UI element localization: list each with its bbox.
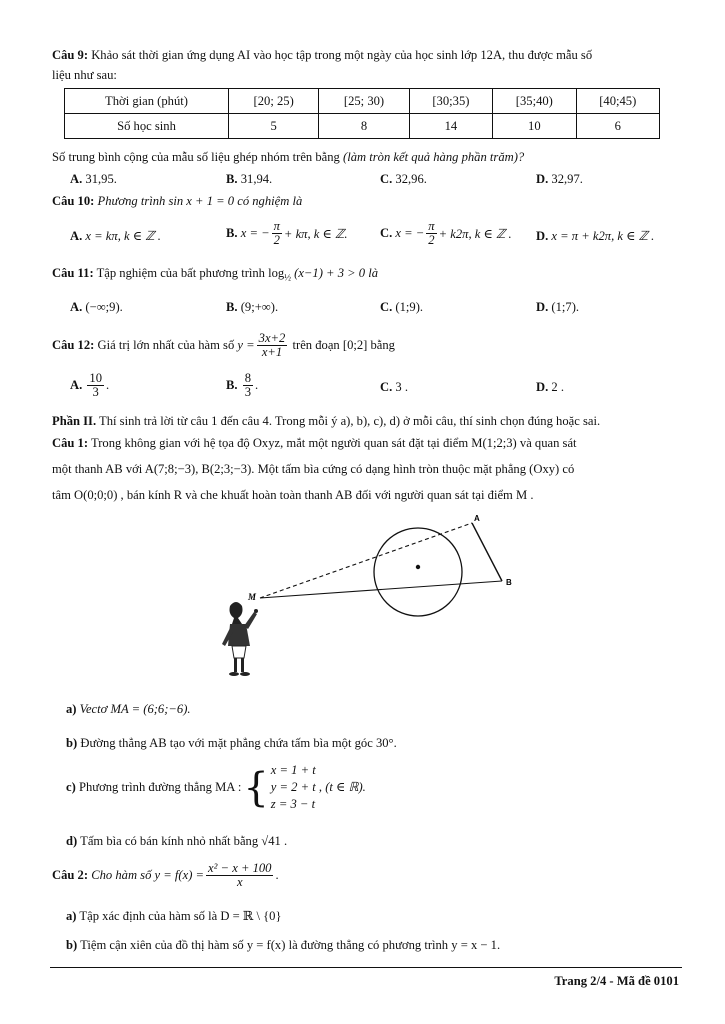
- numerator: π: [428, 219, 435, 233]
- q11-option-a[interactable]: [70, 300, 123, 315]
- numerator: π: [273, 219, 280, 233]
- option-label: A.: [70, 229, 83, 243]
- numerator: x² − x + 100: [208, 861, 272, 875]
- item-text: Đường thẳng AB tạo với mặt phẳng chứa tấm bìa một góc 30°.: [80, 736, 397, 750]
- p2q2-line: Câu 2: Cho hàm số y = f(x) = $\frac{\text{x² − x + 100}}{x}$ .: [52, 861, 279, 890]
- q11-line: [52, 266, 378, 283]
- p2q1-c: [66, 762, 366, 813]
- option-label: D.: [536, 229, 549, 243]
- q9-option-d[interactable]: [536, 172, 583, 187]
- denominator: x+1: [261, 345, 283, 360]
- option-text: 32,97.: [551, 172, 583, 186]
- p2q2-b: [66, 938, 500, 953]
- p2q1-line3: tâm O(0;0;0) , bán kính R và che khuất hoàn toàn thanh AB đối với người quan sát tại điểm M .: [52, 488, 534, 502]
- option-label: D.: [536, 172, 549, 186]
- q9-text2: liệu như sau:: [52, 68, 117, 82]
- table-cell: 14: [409, 114, 492, 139]
- option-text: (1;7).: [551, 300, 580, 314]
- table-cell: 8: [319, 114, 409, 139]
- option-text: x = π + k2π, k ∈ ℤ .: [551, 229, 655, 243]
- table-cell: [30;35): [409, 89, 492, 114]
- page-footer: Trang 2/4 - Mã đề 0101: [554, 974, 679, 988]
- option-text: (−∞;9).: [85, 300, 123, 314]
- table-cell: [40;45): [576, 89, 659, 114]
- q9-question-text: Số trung bình cộng của mẫu số liệu ghép nhóm trên bằng: [52, 150, 340, 164]
- table-cell: [35;40): [493, 89, 576, 114]
- q9-option-c[interactable]: [380, 172, 427, 187]
- item-text: Vectơ MA = (6;6;−6).: [79, 702, 191, 716]
- q10-label: Câu 10:: [52, 194, 95, 208]
- option-label: B.: [226, 378, 238, 393]
- q10-option-c[interactable]: [380, 220, 512, 247]
- denominator: 2: [428, 233, 435, 248]
- option-text: x = kπ, k ∈ ℤ .: [85, 229, 161, 243]
- part2-label: Phần II.: [52, 414, 97, 428]
- label-b: B: [506, 578, 512, 587]
- sight-line-a: [260, 523, 472, 598]
- fraction: [87, 372, 104, 399]
- part2-text: Thí sinh trả lời từ câu 1 đến câu 4. Trong mỗi ý a), b), c), d) ở mỗi câu, thí sinh chọn đúng hoặc sai.: [99, 414, 601, 428]
- item-label: b): [66, 736, 78, 750]
- disc-circle: [374, 528, 462, 616]
- table-cell: [20; 25): [229, 89, 319, 114]
- option-text: 31,95.: [85, 172, 117, 186]
- item-label: b): [66, 938, 78, 952]
- q10-option-b[interactable]: [226, 220, 348, 247]
- system-equations: [271, 762, 366, 813]
- option-text: 32,96.: [395, 172, 427, 186]
- q12-text-post: trên đoạn [0;2] bằng: [292, 338, 395, 353]
- option-label: D.: [536, 380, 549, 394]
- p2q1-d: [66, 834, 287, 849]
- fraction: [426, 220, 436, 247]
- q10-text: Phương trình sin x + 1 = 0 có nghiệm là: [97, 194, 303, 208]
- q11-log: log: [268, 266, 285, 280]
- table-header-time: Thời gian (phút): [65, 89, 229, 114]
- q11-text-post: (x−1) + 3 > 0 là: [294, 266, 379, 280]
- option-pre: x = −: [240, 226, 270, 241]
- p2q1-line1: [52, 436, 577, 451]
- p2q2-a: [66, 908, 282, 924]
- table-cell: 5: [229, 114, 319, 139]
- q12-option-b[interactable]: B. $\frac{8}{3}$ .: [226, 371, 259, 400]
- equation: z = 3 − t: [270, 797, 316, 811]
- option-text: (1;9).: [395, 300, 424, 314]
- person-icon: [222, 602, 258, 676]
- p2q2-label: Câu 2:: [52, 868, 89, 883]
- part2-header: [52, 414, 600, 429]
- fraction: [206, 862, 273, 889]
- q9-table: [64, 88, 660, 139]
- q11-text: Tập nghiệm của bất phương trình: [96, 266, 265, 280]
- denominator: 3: [244, 385, 252, 400]
- fraction: [272, 220, 282, 247]
- p2q1-b: [66, 736, 397, 751]
- option-label: A.: [70, 300, 83, 314]
- denominator: 3: [92, 385, 99, 400]
- option-label: C.: [380, 380, 393, 394]
- option-text: 2 .: [551, 380, 564, 394]
- p2q1-label: Câu 1:: [52, 436, 89, 450]
- q9-option-a[interactable]: [70, 172, 117, 187]
- option-label: C.: [380, 172, 393, 186]
- fraction: [243, 372, 253, 399]
- p2q2-text: Cho hàm số y = f(x) =: [91, 868, 205, 883]
- label-m: M: [248, 592, 257, 602]
- table-row: [65, 89, 660, 114]
- option-label: C.: [380, 226, 393, 241]
- q12-option-c[interactable]: [380, 380, 408, 395]
- option-label: B.: [226, 300, 238, 314]
- table-cell: [25; 30): [319, 89, 409, 114]
- q9-question: [52, 150, 524, 165]
- q10-option-a[interactable]: [70, 228, 161, 244]
- equation: x = 1 + t: [270, 763, 316, 777]
- disc-center: [416, 565, 420, 569]
- label-a: A: [474, 514, 480, 523]
- denominator: 2: [273, 233, 280, 248]
- option-label: A.: [70, 172, 83, 186]
- option-label: A.: [70, 378, 83, 393]
- numerator: 3x+2: [258, 331, 286, 345]
- option-label: B.: [226, 172, 238, 186]
- p2q1-line2: một thanh AB với A(7;8;−3), B(2;3;−3). Một tấm bìa cứng có dạng hình tròn thuộc mặt phẳng (Oxy) có: [52, 462, 575, 476]
- q9-line1: [52, 48, 592, 63]
- bar-ab: [472, 523, 502, 581]
- equation: y = 2 + t , (t ∈ ℝ).: [270, 780, 366, 794]
- p2q1-text1: Trong không gian với hệ tọa độ Oxyz, mắt một người quan sát đặt tại điểm M(1;2;3) và quan sát: [90, 436, 577, 450]
- observer-figure: [200, 510, 530, 690]
- q10-line: [52, 194, 302, 209]
- item-text: Tập xác định của hàm số là D = ℝ \ {0}: [79, 909, 282, 923]
- numerator: 8: [244, 371, 252, 385]
- option-post: + k2π, k ∈ ℤ .: [438, 226, 512, 241]
- q10-option-d[interactable]: [536, 228, 654, 244]
- item-label: d): [66, 834, 78, 848]
- q9-option-b[interactable]: [226, 172, 272, 187]
- q11-label: Câu 11:: [52, 266, 94, 280]
- option-text: 31,94.: [240, 172, 273, 186]
- q12-option-d[interactable]: [536, 380, 564, 395]
- option-text: 3 .: [395, 380, 408, 394]
- item-label: a): [66, 702, 77, 716]
- numerator: 10: [89, 371, 102, 385]
- p2q1-a: [66, 702, 191, 717]
- q12-line: Câu 12: Giá trị lớn nhất của hàm số y = $\frac{3x+2}{x+1}$ trên đoạn [0;2] bằng: [52, 331, 395, 360]
- item-label: c): [66, 780, 76, 794]
- q11-option-b[interactable]: [226, 300, 278, 315]
- q11-log-base: ½: [284, 272, 291, 283]
- q9-label: Câu 9:: [52, 48, 89, 62]
- item-text: Phương trình đường thẳng MA :: [78, 780, 242, 794]
- q11-option-d[interactable]: [536, 300, 579, 315]
- q12-label: Câu 12:: [52, 338, 95, 353]
- item-text: Tấm bìa có bán kính nhỏ nhất bằng √41 .: [80, 834, 288, 848]
- brace-icon: {: [243, 764, 269, 811]
- table-cell: 10: [493, 114, 576, 139]
- item-label: a): [66, 909, 77, 923]
- option-label: B.: [226, 226, 238, 241]
- q11-option-c[interactable]: [380, 300, 423, 315]
- option-post: + kπ, k ∈ ℤ.: [283, 226, 348, 241]
- option-pre: x = −: [395, 226, 425, 241]
- q12-option-a[interactable]: A. $\frac{10}{3}$ .: [70, 371, 110, 400]
- option-label: C.: [380, 300, 393, 314]
- q9-question-note: (làm tròn kết quả hàng phần trăm)?: [343, 150, 525, 164]
- item-text: Tiệm cận xiên của đồ thị hàm số y = f(x) là đường thẳng có phương trình y = x − 1.: [80, 938, 501, 952]
- table-cell: 6: [576, 114, 659, 139]
- fraction: [257, 332, 288, 359]
- footer-divider: [50, 967, 682, 968]
- q12-text: Giá trị lớn nhất của hàm số: [97, 338, 235, 353]
- q9-text: Khảo sát thời gian ứng dụng AI vào học tập trong một ngày của học sinh lớp 12A, thu được mẫu số: [91, 48, 593, 62]
- table-header-count: Số học sinh: [65, 114, 229, 139]
- denominator: x: [236, 875, 243, 890]
- option-label: D.: [536, 300, 549, 314]
- table-row: [65, 114, 660, 139]
- option-text: (9;+∞).: [240, 300, 279, 314]
